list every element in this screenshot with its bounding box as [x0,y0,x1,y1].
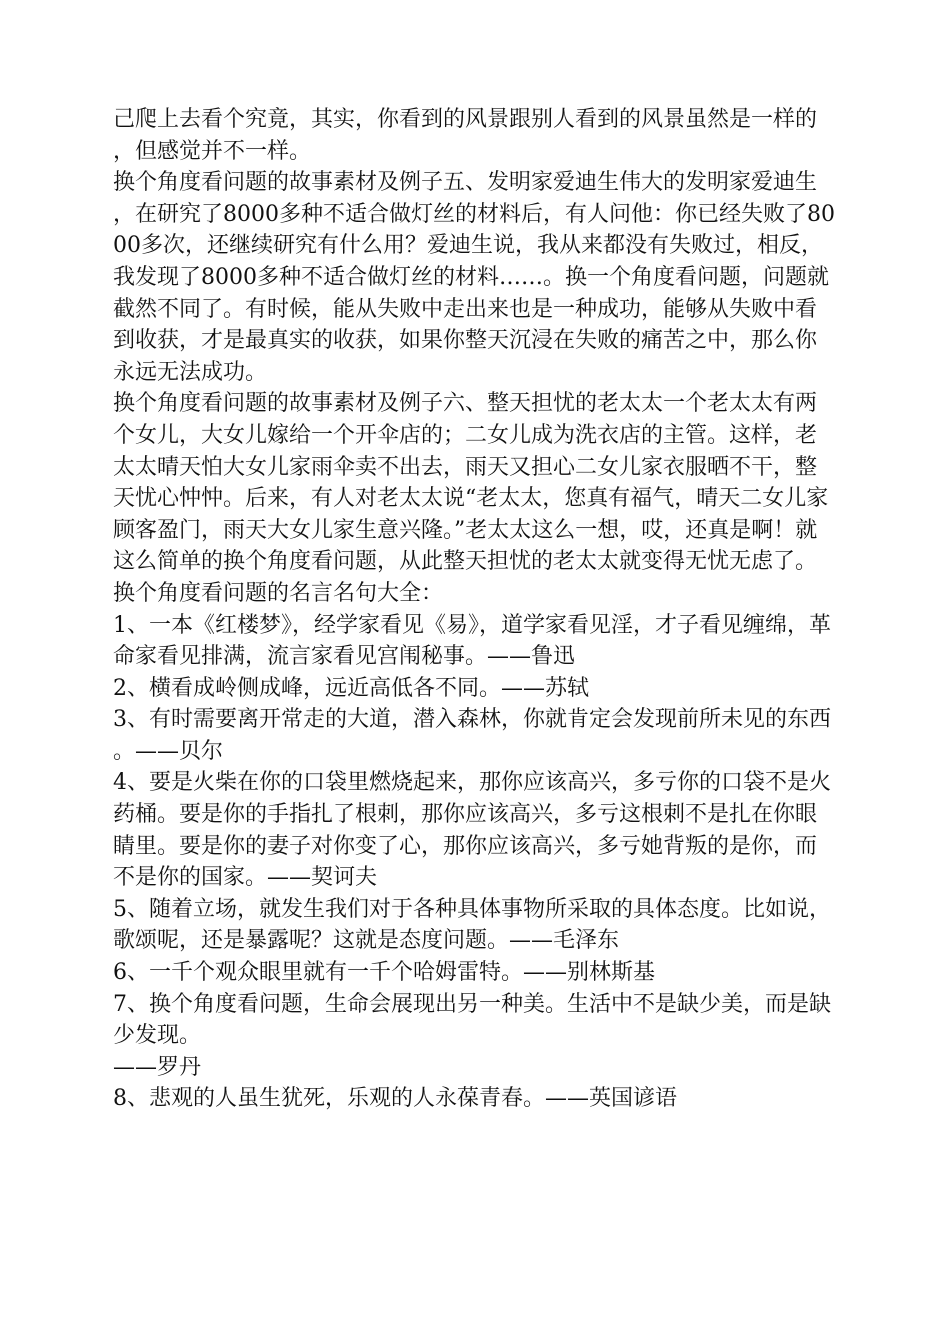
paragraph-edison-story: 换个角度看问题的故事素材及例子五、发明家爱迪生伟大的发明家爱迪生，在研究了8000多种不适合做灯丝的材料后，有人问他：你已经失败了8000多次，还继续研究有什么用？爱迪生说，我从来都没有失败过，相反，我发现了8000多种不适合做灯丝的材料……。换一个角度看问题，问题就截然不同了。有时候，能从失败中走出来也是一种成功，能够从失败中看到收获，才是最真实的收获，如果你整天沉浸在失败的痛苦之中，那么你永远无法成功。 [113,170,835,385]
quote-item-8: 8、悲观的人虽生犹死，乐观的人永葆青春。——英国谚语 [113,1086,677,1112]
quote-item-4: 4、要是火柴在你的口袋里燃烧起来，那你应该高兴，多亏你的口袋不是火药桶。要是你的手指扎了根刺，那你应该高兴，多亏这根刺不是扎在你眼睛里。要是你的妻子对你变了心，那你应该高兴，多亏她背叛的是你，而不是你的国家。——契诃夫 [113,770,831,891]
quote-item-7: 7、换个角度看问题，生命会展现出另一种美。生活中不是缺少美，而是缺少发现。 [113,991,831,1049]
document-body [113,104,838,1115]
quote-item-3: 3、有时需要离开常走的大道，潜入森林，你就肯定会发现前所未见的东西。——贝尔 [113,707,831,764]
quote-item-5: 5、随着立场，就发生我们对于各种具体事物所采取的具体态度。比如说，歌颂呢，还是暴露呢？这就是态度问题。——毛泽东 [113,896,831,954]
paragraph-old-lady-story: 换个角度看问题的故事素材及例子六、整天担忧的老太太一个老太太有两个女儿，大女儿嫁给一个开伞店的；二女儿成为洗衣店的主管。这样，老太太晴天怕大女儿家雨伞卖不出去，雨天又担心二女儿家衣服晒不干，整天忧心忡忡。后来，有人对老太太说“老太太，您真有福气，晴天二女儿家顾客盈门，雨天大女儿家生意兴隆。”老太太这么一想，哎，还真是啊！就这么简单的换个角度看问题，从此整天担忧的老太太就变得无忧无虑了。 [113,391,829,575]
paragraph-scenery-ending: 己爬上去看个究竟，其实，你看到的风景跟别人看到的风景虽然是一样的，但感觉并不一样。 [113,107,818,164]
quote-item-7-author: ——罗丹 [113,1054,202,1080]
quotes-heading: 换个角度看问题的名言名句大全： [113,580,444,606]
quote-item-1: 1、一本《红楼梦》，经学家看见《易》，道学家看见淫，才子看见缠绵，革命家看见排满，流言家看见宫闱秘事。——鲁迅 [113,612,831,670]
quote-item-2: 2、横看成岭侧成峰，远近高低各不同。——苏轼 [113,675,589,701]
quote-item-6: 6、一千个观众眼里就有一千个哈姆雷特。——别林斯基 [113,960,655,986]
